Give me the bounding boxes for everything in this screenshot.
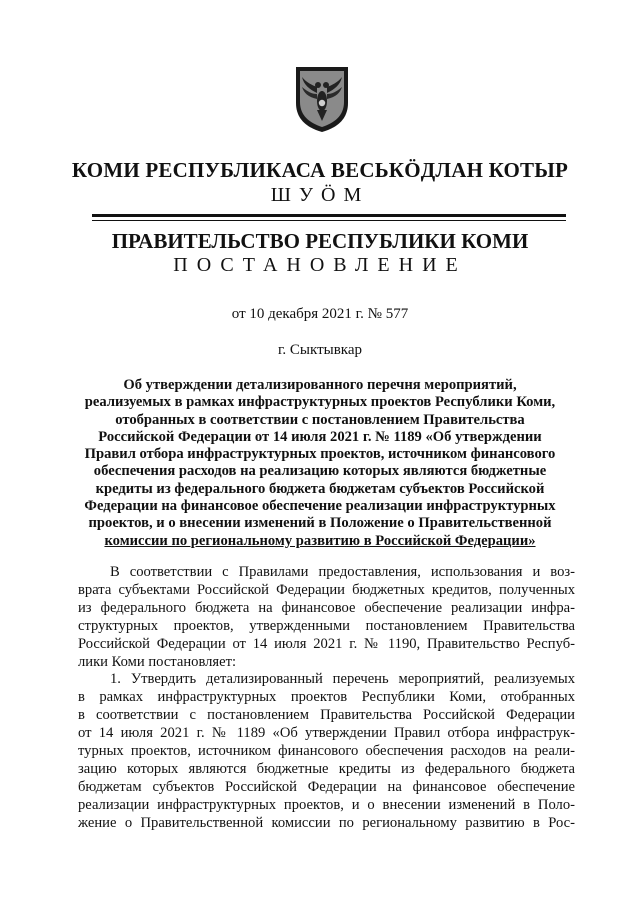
header-government-name: ПРАВИТЕЛЬСТВО РЕСПУБЛИКИ КОМИ — [111, 229, 529, 253]
header-document-type: ПОСТАНОВЛЕНИЕ — [173, 254, 467, 276]
title-line: реализуемых в рамках инфраструктурных проектов Республики Коми, — [84, 394, 556, 411]
title-line: Российской Федерации от 14 июля 2021 г. № 1189 «Об утверждении — [98, 428, 542, 445]
title-line: проектов, и о внесении изменений в Положение о Правительственной — [88, 515, 552, 532]
title-line: Федерации на финансовое обеспечение реализации инфраструктурных — [84, 498, 556, 515]
header-komi-decree: ШУӦМ — [270, 184, 370, 206]
body-line: реализации инфраструктурных проектов, и о внесении изменений в Поло- — [78, 796, 575, 813]
title-line: Правил отбора инфраструктурных проектов, источником финансового — [84, 446, 556, 463]
coat-of-arms-icon — [293, 63, 351, 133]
title-line: обеспечения расходов на реализацию которых являются бюджетные — [93, 463, 547, 480]
title-line: кредиты из федерального бюджета бюджетам субъектов Российской — [95, 480, 545, 497]
document-body — [78, 564, 575, 833]
body-line: жение о Правительственной комиссии по региональному развитию в Рос- — [78, 814, 575, 831]
document-date-number: от 10 декабря 2021 г. № 577 — [231, 306, 409, 322]
body-line: Российской Федерации от 14 июля 2021 г. № 1190, Правительство Респуб- — [78, 635, 575, 652]
header-divider-thin — [92, 220, 566, 221]
body-line: из федерального бюджета на финансовое обеспечение реализации инфра- — [78, 599, 575, 616]
document-title — [70, 377, 570, 550]
title-line: Об утверждении детализированного перечня мероприятий, — [123, 377, 517, 393]
body-line: лики Коми постановляет: — [78, 653, 237, 670]
body-line: в соответствии с постановлением Правительства Российской Федерации — [78, 707, 575, 724]
body-line: врата субъектами Российской Федерации бюджетных кредитов, полученных — [78, 581, 575, 598]
body-line: турных проектов, источником финансового обеспечения расходов на реали- — [78, 743, 575, 760]
title-line: комиссии по региональному развитию в Российской Федерации» — [104, 532, 536, 549]
body-line: структурных проектов, утвержденными постановлением Правительства — [78, 617, 575, 634]
body-line: 1. Утвердить детализированный перечень мероприятий, реализуемых — [110, 671, 575, 688]
body-line: от 14 июля 2021 г. № 1189 «Об утверждении Правил отбора инфраструк- — [78, 725, 575, 742]
header-komi-government: КОМИ РЕСПУБЛИКАСА ВЕСЬКӦДЛАН КОТЫР — [71, 158, 569, 182]
header-divider-thick — [92, 214, 566, 217]
body-line: в рамках инфраструктурных проектов Республики Коми, отобранных — [78, 689, 575, 706]
body-line: бюджетам субъектов Российской Федерации на финансовое обеспечение — [78, 778, 575, 795]
document-city: г. Сыктывкар — [277, 342, 363, 358]
body-line: В соответствии с Правилами предоставления, использования и воз- — [110, 564, 575, 580]
body-line: зацию которых являются бюджетные кредиты из федерального бюджета — [78, 760, 575, 777]
title-line: отобранных в соответствии с постановлением Правительства — [115, 411, 525, 428]
